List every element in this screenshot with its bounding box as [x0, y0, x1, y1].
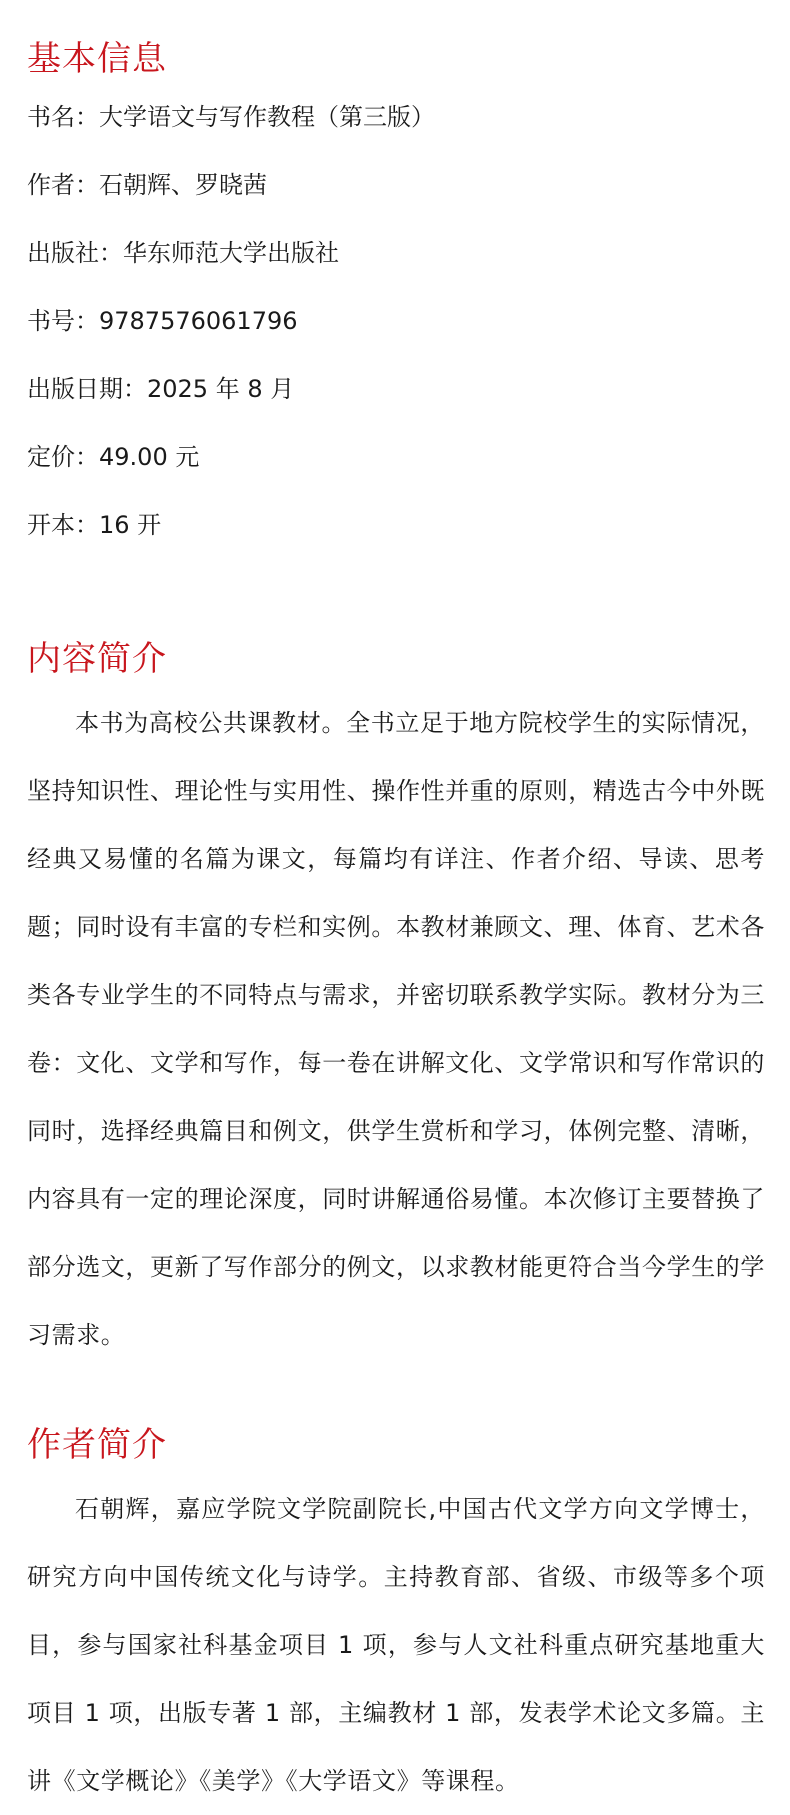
info-row-title — [27, 103, 765, 131]
info-row-price — [27, 443, 765, 471]
info-label: 出版社： — [27, 239, 123, 267]
info-row-author — [27, 171, 765, 199]
author-intro-heading: 作者简介 — [27, 1425, 167, 1465]
info-label: 开本： — [27, 511, 99, 539]
content-intro-heading: 内容简介 — [27, 639, 167, 679]
author-intro-paragraph: 石朝辉，嘉应学院文学院副院长,中国古代文学方向文学博士，研究方向中国传统文化与诗学。主持教育部、省级、市级等多个项目，参与国家社科基金项目 1 项，参与人文社科重点研究基地重大项目 1 项，出版专著 1 部，主编教材 1 部，发表学术论文多篇。主讲《文学概论》《美学》《大学语文》等课程。 — [27, 1495, 765, 1795]
info-label: 定价： — [27, 443, 99, 471]
info-value: 2025 年 8 月 — [147, 375, 295, 403]
basic-info-heading: 基本信息 — [27, 39, 167, 79]
info-value: 石朝辉、罗晓茜 — [99, 171, 267, 199]
info-value: 9787576061796 — [99, 307, 298, 335]
info-value: 16 开 — [99, 511, 162, 539]
info-label: 出版日期： — [27, 375, 147, 403]
content-intro-paragraph: 本书为高校公共课教材。全书立足于地方院校学生的实际情况，坚持知识性、理论性与实用性、操作性并重的原则，精选古今中外既经典又易懂的名篇为课文，每篇均有详注、作者介绍、导读、思考题；同时设有丰富的专栏和实例。本教材兼顾文、理、体育、艺术各类各专业学生的不同特点与需求，并密切联系教学实际。教材分为三卷：文化、文学和写作，每一卷在讲解文化、文学常识和写作常识的同时，选择经典篇目和例文，供学生赏析和学习，体例完整、清晰，内容具有一定的理论深度，同时讲解通俗易懂。本次修订主要替换了部分选文，更新了写作部分的例文，以求教材能更符合当今学生的学习需求。 — [27, 709, 765, 1349]
info-row-format — [27, 511, 765, 539]
info-row-isbn — [27, 307, 765, 335]
basic-info-list — [27, 103, 765, 539]
info-label: 作者： — [27, 171, 99, 199]
info-label: 书名： — [27, 103, 99, 131]
info-value: 华东师范大学出版社 — [123, 239, 339, 267]
info-row-publisher — [27, 239, 765, 267]
info-value: 大学语文与写作教程（第三版） — [99, 103, 435, 131]
book-info-page — [27, 0, 765, 1815]
info-value: 49.00 元 — [99, 443, 200, 471]
info-label: 书号： — [27, 307, 99, 335]
info-row-publish-date — [27, 375, 765, 403]
